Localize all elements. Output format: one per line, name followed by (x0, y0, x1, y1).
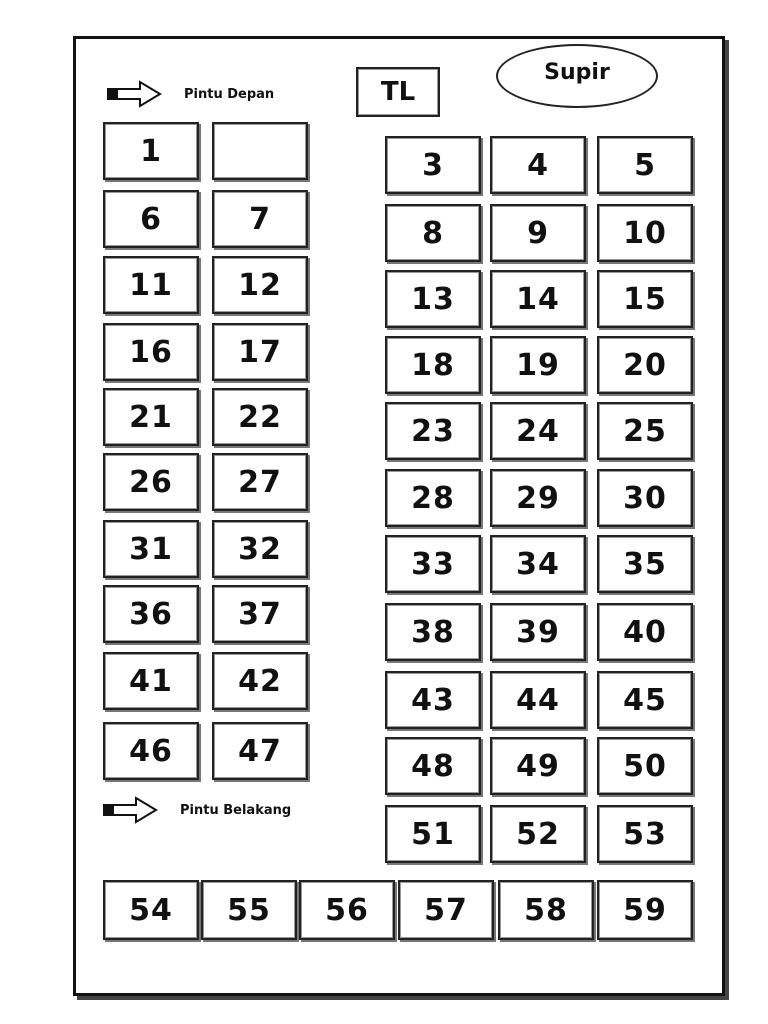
seat-32[interactable]: 32 (212, 520, 308, 578)
back-door-label: Pintu Belakang (180, 802, 292, 818)
seat-33[interactable]: 33 (385, 535, 481, 593)
front-door (106, 80, 274, 108)
seat-35[interactable]: 35 (597, 535, 693, 593)
seat-14[interactable]: 14 (490, 270, 586, 328)
front-door-label: Pintu Depan (184, 86, 275, 102)
seat-28[interactable]: 28 (385, 469, 481, 527)
seat-48[interactable]: 48 (385, 737, 481, 795)
seat-10[interactable]: 10 (597, 204, 693, 262)
seat-46[interactable]: 46 (103, 722, 199, 780)
seat-53[interactable]: 53 (597, 805, 693, 863)
seat-42[interactable]: 42 (212, 652, 308, 710)
seat-56[interactable]: 56 (299, 880, 395, 940)
seat-19[interactable]: 19 (490, 336, 586, 394)
seat-38[interactable]: 38 (385, 603, 481, 661)
seat-21[interactable]: 21 (103, 388, 199, 446)
seat-49[interactable]: 49 (490, 737, 586, 795)
seat-24[interactable]: 24 (490, 402, 586, 460)
seat-34[interactable]: 34 (490, 535, 586, 593)
seat-29[interactable]: 29 (490, 469, 586, 527)
seat-59[interactable]: 59 (597, 880, 693, 940)
seat-5[interactable]: 5 (597, 136, 693, 194)
seat-6[interactable]: 6 (103, 190, 199, 248)
seat-47[interactable]: 47 (212, 722, 308, 780)
seat-52[interactable]: 52 (490, 805, 586, 863)
seat-41[interactable]: 41 (103, 652, 199, 710)
seat-40[interactable]: 40 (597, 603, 693, 661)
seat-16[interactable]: 16 (103, 323, 199, 381)
seat-4[interactable]: 4 (490, 136, 586, 194)
seat-45[interactable]: 45 (597, 671, 693, 729)
seat-50[interactable]: 50 (597, 737, 693, 795)
seat-51[interactable]: 51 (385, 805, 481, 863)
seat-43[interactable]: 43 (385, 671, 481, 729)
seat-7[interactable]: 7 (212, 190, 308, 248)
seat-31[interactable]: 31 (103, 520, 199, 578)
seat-36[interactable]: 36 (103, 585, 199, 643)
seat-30[interactable]: 30 (597, 469, 693, 527)
seat-44[interactable]: 44 (490, 671, 586, 729)
seat-8[interactable]: 8 (385, 204, 481, 262)
seat-27[interactable]: 27 (212, 453, 308, 511)
seat-11[interactable]: 11 (103, 256, 199, 314)
seat-12[interactable]: 12 (212, 256, 308, 314)
seat-15[interactable]: 15 (597, 270, 693, 328)
seat-58[interactable]: 58 (498, 880, 594, 940)
driver-seat[interactable]: Supir (496, 44, 658, 108)
seat-57[interactable]: 57 (398, 880, 494, 940)
seat-25[interactable]: 25 (597, 402, 693, 460)
arrow-right-icon (102, 796, 158, 824)
seat-17[interactable]: 17 (212, 323, 308, 381)
back-door (102, 796, 291, 824)
seat-20[interactable]: 20 (597, 336, 693, 394)
seat-26[interactable]: 26 (103, 453, 199, 511)
seat-13[interactable]: 13 (385, 270, 481, 328)
tour-leader-seat[interactable]: TL (356, 67, 440, 117)
seat-55[interactable]: 55 (201, 880, 297, 940)
seat-37[interactable]: 37 (212, 585, 308, 643)
seat-22[interactable]: 22 (212, 388, 308, 446)
seat-empty[interactable] (212, 122, 308, 180)
seat-3[interactable]: 3 (385, 136, 481, 194)
seat-9[interactable]: 9 (490, 204, 586, 262)
seat-39[interactable]: 39 (490, 603, 586, 661)
seat-54[interactable]: 54 (103, 880, 199, 940)
arrow-right-icon (106, 80, 162, 108)
seat-18[interactable]: 18 (385, 336, 481, 394)
seat-23[interactable]: 23 (385, 402, 481, 460)
seat-1[interactable]: 1 (103, 122, 199, 180)
